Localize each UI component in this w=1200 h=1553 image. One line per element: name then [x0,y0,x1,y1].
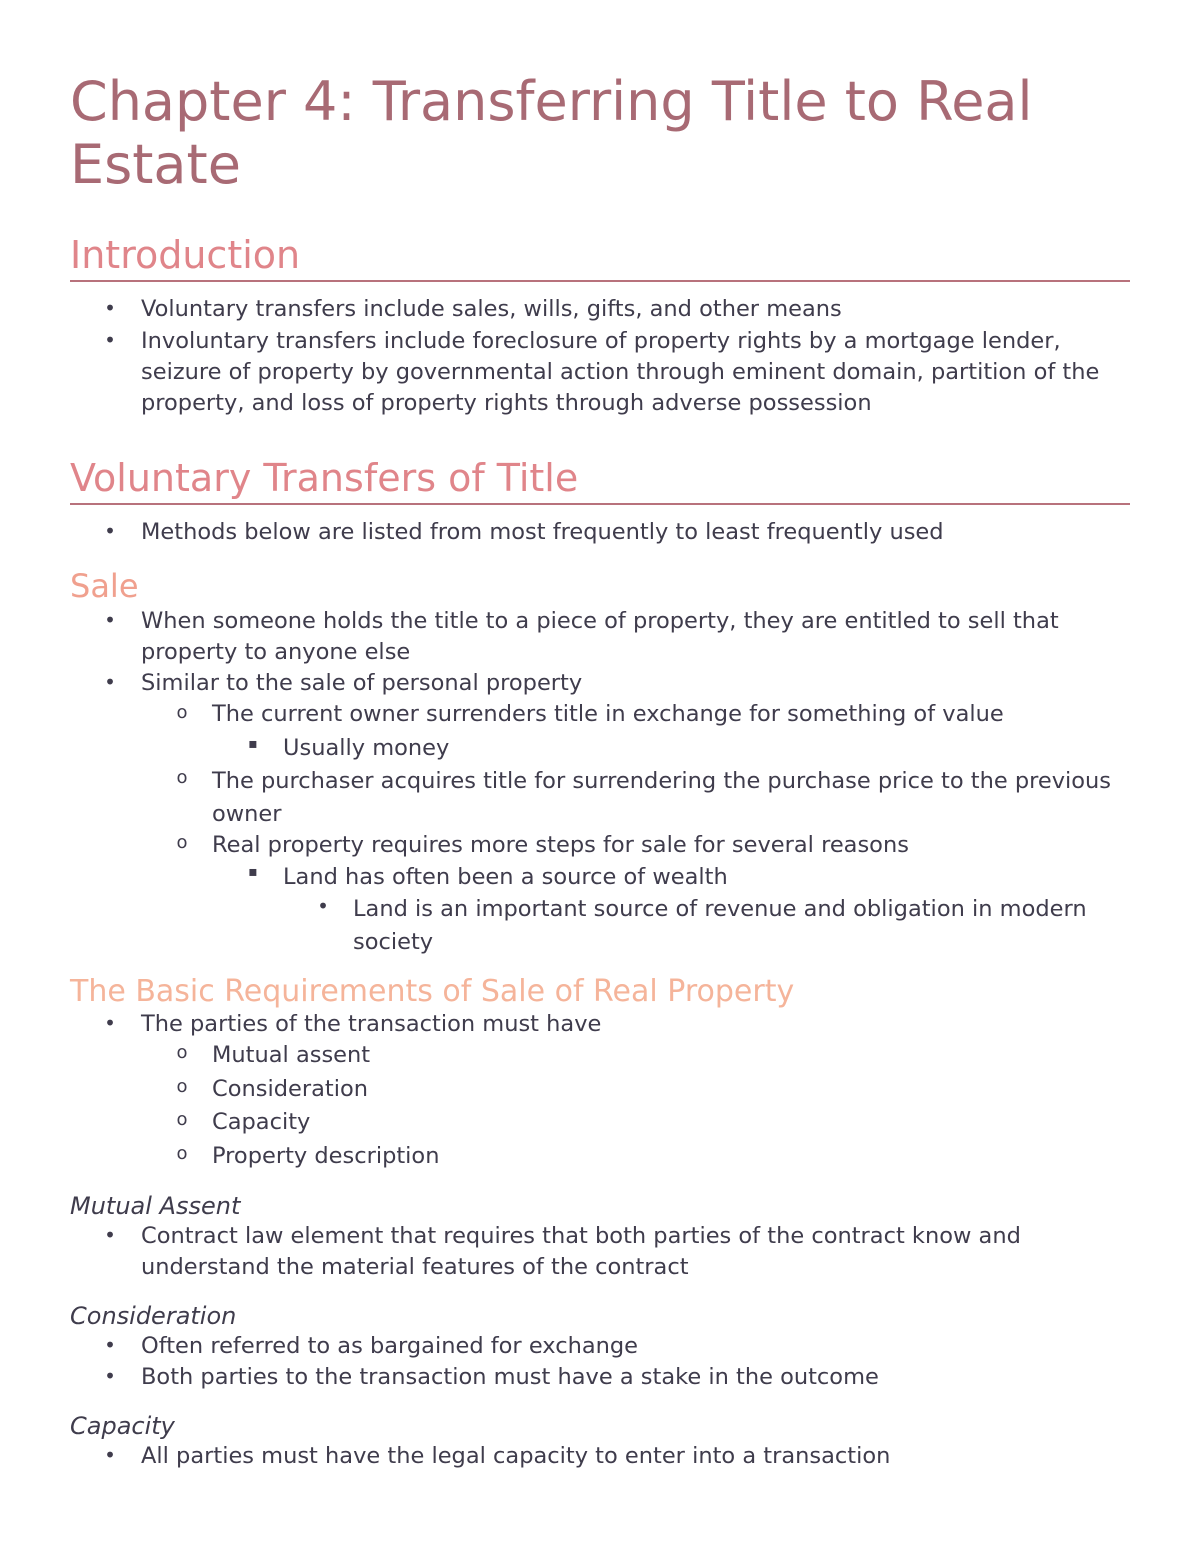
list-item: All parties must have the legal capacity to enter into a transaction [141,1443,891,1469]
bullet-marker: o [176,1042,188,1063]
list-item: Consideration [212,1076,368,1102]
list-item: Both parties to the transaction must have a stake in the outcome [141,1364,879,1390]
list-item: When someone holds the title to a piece of property, they are entitled to sell that property to anyone else [141,608,1059,665]
list-item: Land is an important source of revenue and obligation in modern society [353,896,1087,955]
bullet-marker: ▪ [248,736,258,752]
bullet-marker: o [176,1143,188,1164]
bullet-marker: o [176,1109,188,1130]
list-item: Mutual assent [212,1042,371,1068]
list-item: Voluntary transfers include sales, wills, gifts, and other means [141,296,842,322]
list-item: The current owner surrenders title in exchange for something of value [212,701,1004,727]
heading-basic-requirements: The Basic Requirements of Sale of Real Property [70,974,795,1009]
list-item: Real property requires more steps for sale for several reasons [212,832,909,858]
heading-mutual-assent: Mutual Assent [70,1192,241,1220]
list-item: Land has often been a source of wealth [283,864,728,890]
bullet-marker: • [104,1364,116,1388]
bullet-marker: • [104,608,116,632]
bullet-marker: • [104,1223,116,1247]
bullet-marker: • [104,670,116,694]
document-title: Chapter 4: Transferring Title to Real Estate [70,70,1033,196]
list-item: The parties of the transaction must have [141,1011,602,1037]
bullet-marker: • [104,328,116,352]
list-item: Usually money [283,735,450,761]
list-item: Methods below are listed from most frequently to least frequently used [141,519,944,545]
bullet-marker: • [317,894,329,918]
list-item: Property description [212,1143,440,1169]
heading-introduction: Introduction [70,232,1130,282]
heading-voluntary-transfers: Voluntary Transfers of Title [70,455,1130,505]
bullet-marker: o [176,832,188,853]
bullet-marker: • [104,519,116,543]
bullet-marker: ▪ [248,864,258,880]
bullet-marker: o [176,767,188,788]
list-item: Often referred to as bargained for exchange [141,1333,639,1359]
bullet-marker: o [176,1076,188,1097]
list-item: Involuntary transfers include foreclosure of property rights by a mortgage lender, seizure of property by governmental action through eminent domain, partition of the property, and loss of property rights through adverse possession [141,328,1100,416]
heading-capacity: Capacity [70,1412,175,1440]
bullet-marker: • [104,1011,116,1035]
heading-sale: Sale [70,567,139,605]
bullet-marker: • [104,1443,116,1467]
bullet-marker: • [104,1333,116,1357]
bullet-marker: o [176,702,188,723]
list-item: Contract law element that requires that both parties of the contract know and understand the material features of the contract [141,1223,1021,1280]
list-item: Capacity [212,1109,311,1135]
heading-consideration: Consideration [70,1302,237,1330]
bullet-marker: • [104,296,116,320]
list-item: The purchaser acquires title for surrendering the purchase price to the previous owner [212,768,1112,827]
list-item: Similar to the sale of personal property [141,670,583,696]
